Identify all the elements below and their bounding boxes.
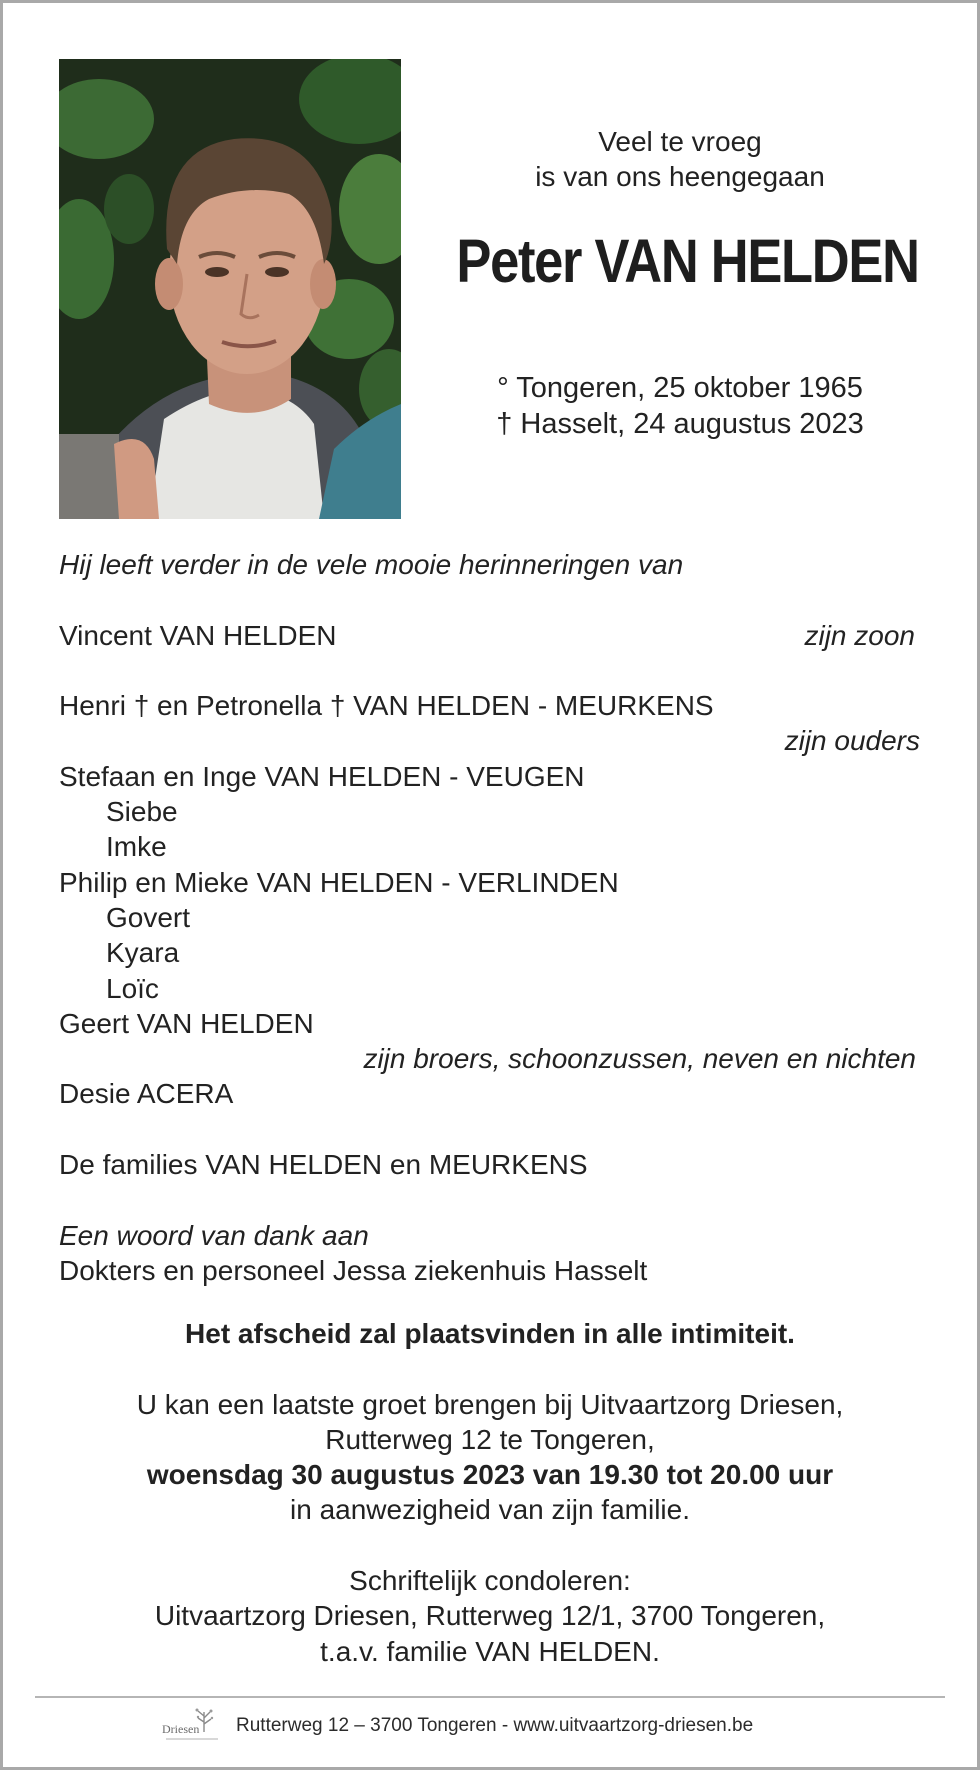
child-1a: Siebe (106, 796, 178, 828)
driesen-logo (160, 1706, 222, 1746)
footer (160, 1706, 753, 1746)
spacer (40, 1528, 940, 1563)
families-row: De families VAN HELDEN en MEURKENS (59, 1149, 588, 1181)
sibling-1: Stefaan en Inge VAN HELDEN - VEUGEN (59, 760, 585, 792)
spacer (40, 1351, 940, 1386)
child-2b: Kyara (106, 937, 180, 969)
portrait-photo (59, 59, 401, 519)
parents-role: zijn ouders (784, 725, 920, 757)
partner-row: Desie ACERA (59, 1078, 234, 1110)
family-section (59, 547, 920, 1288)
farewell-text: Het afscheid zal plaatsvinden in alle intimiteit. (185, 1318, 795, 1349)
sibling-3: Geert VAN HELDEN (59, 1007, 314, 1039)
life-dates (420, 370, 940, 442)
cross-icon: † (496, 408, 513, 440)
child-2a: Govert (106, 901, 191, 933)
siblings-role-row (59, 1041, 920, 1076)
child-2c: Loïc (106, 972, 159, 1004)
spacer (59, 1182, 920, 1217)
condolence-line-3: t.a.v. familie VAN HELDEN. (320, 1635, 660, 1667)
intro-text (420, 124, 940, 194)
siblings-role: zijn broers, schoonzussen, neven en nichten (363, 1043, 916, 1075)
parents-role-row (59, 723, 920, 758)
footer-divider (35, 1696, 945, 1698)
death-date: Hasselt, 24 augustus 2023 (520, 408, 864, 440)
son-row (59, 618, 920, 653)
intro-line-2: is van ons heengegaan (535, 161, 825, 192)
son-name: Vincent VAN HELDEN (59, 619, 337, 651)
lead-text: Hij leeft verder in de vele mooie herinneringen van (59, 549, 684, 580)
visit-line-3: woensdag 30 augustus 2023 van 19.30 tot 20.00 uur (146, 1459, 834, 1491)
deceased-name: Peter VAN HELDEN (456, 227, 919, 295)
sibling-2: Philip en Mieke VAN HELDEN - VERLINDEN (59, 866, 619, 898)
spacer (59, 653, 920, 688)
ceremony-section (40, 1316, 940, 1669)
logo-text: Driesen (162, 1722, 200, 1736)
footer-address: Rutterweg 12 – 3700 Tongeren - www.uitvaartzorg-driesen.be (236, 1715, 754, 1736)
birth-date: Tongeren, 25 oktober 1965 (516, 372, 863, 404)
visit-line-1: U kan een laatste groet brengen bij Uitvaartzorg Driesen, (136, 1388, 844, 1420)
condolence-line-2: Uitvaartzorg Driesen, Rutterweg 12/1, 3700 Tongeren, (154, 1600, 826, 1632)
condolence-line-1: Schriftelijk condoleren: (349, 1565, 631, 1597)
birth-line (420, 370, 940, 406)
intro-line-1: Veel te vroeg (598, 126, 762, 157)
spacer (59, 1112, 920, 1147)
birth-symbol: ° (497, 372, 509, 404)
visit-line-4: in aanwezigheid van zijn familie. (290, 1494, 690, 1526)
visit-line-2: Rutterweg 12 te Tongeren, (325, 1423, 655, 1455)
parents-row: Henri † en Petronella † VAN HELDEN - MEURKENS (59, 690, 714, 722)
child-1b: Imke (106, 831, 167, 863)
spacer (59, 582, 920, 617)
thanks-heading: Een woord van dank aan (59, 1219, 369, 1251)
son-role: zijn zoon (804, 619, 915, 651)
thanks-text: Dokters en personeel Jessa ziekenhuis Hasselt (59, 1254, 648, 1286)
death-line (420, 406, 940, 442)
